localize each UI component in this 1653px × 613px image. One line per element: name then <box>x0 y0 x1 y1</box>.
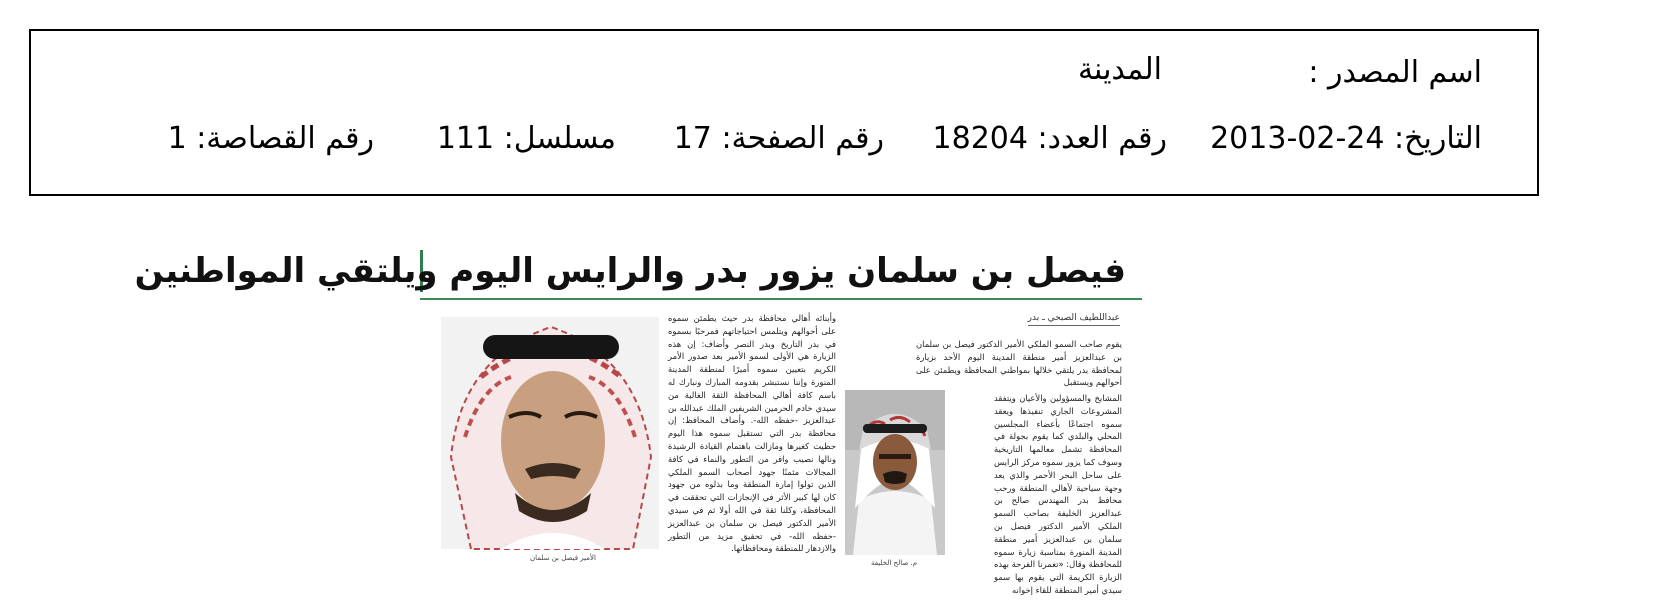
clip-number: رقم القصاصة: 1 <box>167 121 374 156</box>
article-column-right-top: يقوم صاحب السمو الملكي الأمير الدكتور فيصل بن سلمان بن عبدالعزيز أمير منطقة المدينة اليوم الأحد بزيارة لمحافظة بدر يلتقي خلالها بمواطني المحافظة ويطمئن على أحوالهم ويستقبل <box>916 339 1122 388</box>
photo-saleh-alkhalifa <box>845 390 945 555</box>
photo-caption-small: م. صالح الخليفة <box>871 559 918 567</box>
portrait-image <box>845 390 945 555</box>
portrait-image <box>441 317 659 549</box>
serial-number: مسلسل: 111 <box>436 121 616 156</box>
source-value: المدينة <box>1077 52 1162 87</box>
photo-prince-faisal <box>441 317 659 549</box>
article-byline: عبداللطيف الصبحي ـ بدر <box>1028 313 1120 326</box>
photo-caption-large: الأمير فيصل بن سلمان <box>530 554 596 562</box>
clipping-header <box>29 29 1539 196</box>
article-headline: فيصل بن سلمان يزور بدر والرايس اليوم ويلتقي المواطنين <box>134 251 1126 291</box>
page-number: رقم الصفحة: 17 <box>673 121 884 156</box>
newspaper-clipping <box>134 228 1142 613</box>
source-label: اسم المصدر : <box>1308 55 1482 90</box>
headline-rule <box>420 298 1142 300</box>
article-column-right-bottom: المشايخ والمسؤولين والأعيان ويتفقد المشروعات الجاري تنفيذها ويعقد سموه اجتماعًا بأعضاء المجلسين المحلي والبلدي كما يقوم بجولة في المحافظة تشمل معالمها التاريخية وسوف كما يزور سموه مركز الرايس على ساحل البحر الأحمر والذي يعد وجهة سياحية لأهالي المنطقة ورحب محافظ بدر المهندس صالح بن عبدالعزيز الخليفة بصاحب السمو الملكي الأمير الدكتور فيصل بن سلمان بن عبدالعزيز أمير منطقة المدينة المنورة بمناسبة زيارة سموه للمحافظة وقال: «تغمرنا الفرحة بهذه الزيارة الكريمة التي يقوم بها سمو سيدي أمير المنطقة للقاء إخوانه <box>994 393 1122 595</box>
date-field: التاريخ: 24-02-2013 <box>1210 121 1482 156</box>
article-column-left: وأبنائه أهالي محافظة بدر حيث يطمئن سموه على أحوالهم ويتلمس احتياجاتهم فمرحبًا بسموه في بدر التاريخ وبدر النصر وأضاف: إن هذه الزيارة هي الأولى لسمو الأمير بعد صدور الأمر الكريم بتعيين سموه أميرًا لمنطقة المدينة المنورة وإننا نستبشر بقدومه المبارك ونبارك له باسم كافة أهالي المحافظة الثقة الغالية من سيدي خادم الحرمين الشريفين الملك عبدالله بن عبدالعزيز -حفظه الله-. وأضاف المحافظ: إن محافظة بدر التي تستقبل سموه هذا اليوم حظيت كغيرها ومازالت باهتمام القيادة الرشيدة ونالها نصيب وافر من التطور والنماء في كافة المجالات مثمنًا جهود أصحاب السمو الملكي الذين تولوا إمارة المنطقة وما بذلوه من جهود كان لها كبير الأثر في الإنجازات التي تحققت في المحافظة، وكلنا ثقة في الله أولا ثم في سيدي الأمير الدكتور فيصل بن سلمان بن عبدالعزيز -حفظه الله- في تحقيق مزيد من التطور والازدهار للمنطقة ومحافظاتها. <box>668 313 836 554</box>
issue-number: رقم العدد: 18204 <box>932 121 1167 156</box>
